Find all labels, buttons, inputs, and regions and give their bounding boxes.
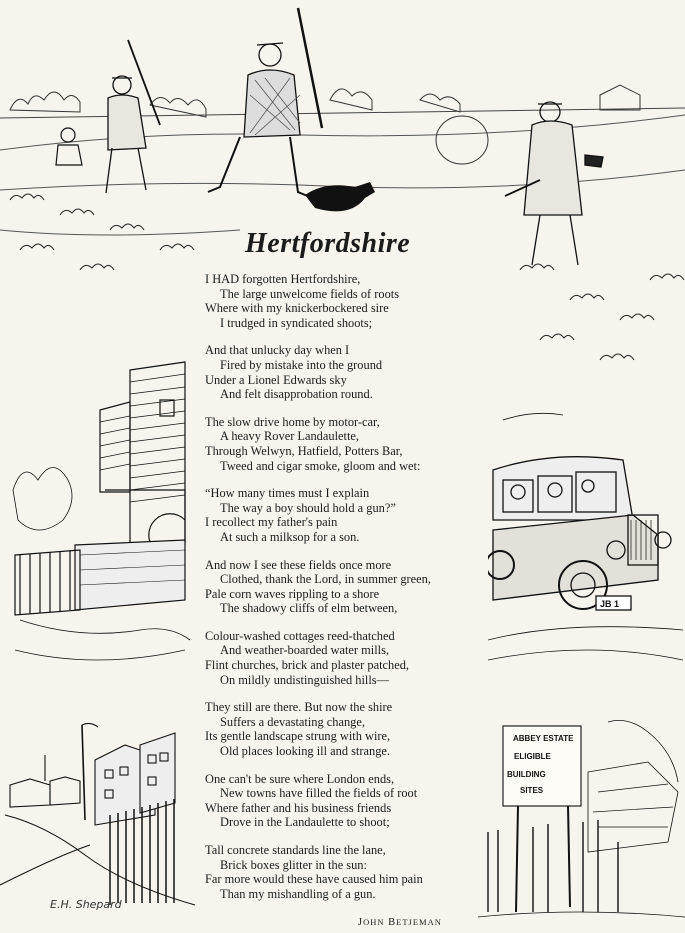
poem-line: Suffers a devastating change,	[220, 714, 365, 729]
poem-line: Under a Lionel Edwards sky	[205, 372, 347, 387]
poem-line: And weather-boarded water mills,	[220, 643, 390, 658]
poem-line: Where with my knickerbockered sire	[205, 301, 389, 316]
poem-line: Tweed and cigar smoke, gloom and wet:	[220, 458, 421, 473]
poem-stanza	[205, 700, 505, 758]
poem-line: I HAD forgotten Hertfordshire,	[205, 272, 361, 286]
poem-line: Flint churches, brick and plaster patched,	[205, 658, 410, 673]
poem-stanza	[205, 558, 505, 616]
poem-line: Drove in the Landaulette to shoot;	[220, 815, 390, 830]
sign-sites-text: SITES	[520, 786, 544, 795]
poem-body	[205, 272, 505, 914]
poem-line: Clothed, thank the Lord, in summer green,	[220, 572, 431, 587]
poem-stanza	[205, 486, 505, 544]
poem-line: Its gentle landscape strung with wire,	[205, 729, 391, 744]
poem-line: And now I see these fields once more	[205, 557, 392, 572]
poem-line: Fired by mistake into the ground	[220, 357, 383, 372]
poem-line: New towns have filled the fields of root	[220, 786, 418, 801]
poem-line: And that unlucky day when I	[205, 343, 350, 358]
poem-line: The shadowy cliffs of elm between,	[220, 601, 398, 616]
poem-line: One can't be sure where London ends,	[205, 771, 395, 786]
illustrator-signature: E.H. Shepard	[50, 898, 122, 911]
poem-author	[358, 917, 442, 928]
poem-stanza	[205, 843, 505, 901]
poem-line: Colour-washed cottages reed-thatched	[205, 628, 395, 643]
poem-stanza	[205, 343, 505, 401]
car-number-plate: JB 1	[600, 599, 620, 609]
poem-line: Brick boxes glitter in the sun:	[220, 857, 367, 872]
poem-stanza	[205, 629, 505, 687]
sign-estate-text: ABBEY ESTATE	[513, 734, 574, 743]
poem-stanza	[205, 772, 505, 830]
landaulette-car-illustration	[488, 410, 683, 680]
sign-eligible-text: ELIGIBLE	[514, 752, 551, 761]
poem-line: Than my mishandling of a gun.	[220, 886, 376, 901]
poem-stanza	[205, 415, 505, 473]
water-mill-illustration	[5, 360, 195, 690]
author-first-rest: OHN	[363, 917, 385, 927]
poem-line: And felt disapprobation round.	[220, 387, 373, 402]
poem-line: At such a milksop for a son.	[220, 529, 360, 544]
poem-line: A heavy Rover Landaulette,	[220, 429, 360, 444]
poem-line: The slow drive home by motor-car,	[205, 414, 380, 429]
sign-building-text: BUILDING	[507, 770, 546, 779]
author-first-initial: J	[358, 917, 364, 928]
poem-line: Pale corn waves rippling to a shore	[205, 586, 380, 601]
poem-title: Hertfordshire	[245, 228, 411, 259]
poem-line: “How many times must I explain	[205, 486, 370, 501]
poem-line: Far more would these have caused him pain	[205, 872, 423, 887]
poem-line: Tall concrete standards line the lane,	[205, 843, 386, 857]
poem-line: I recollect my father's pain	[205, 515, 338, 530]
poem-line: The way a boy should hold a gun?”	[220, 500, 396, 515]
poem-line: Through Welwyn, Hatfield, Potters Bar,	[205, 443, 403, 458]
poem-stanza	[205, 272, 505, 330]
poem-line: They still are there. But now the shire	[205, 700, 393, 715]
building-sites-illustration	[478, 712, 685, 927]
author-last-initial: B	[388, 917, 397, 928]
poem-line: Where father and his business friends	[205, 800, 392, 815]
poem-line: On mildly undistinguished hills—	[220, 672, 390, 687]
poem-line: The large unwelcome fields of roots	[220, 286, 400, 301]
poem-line: Old places looking ill and strange.	[220, 744, 390, 759]
author-last-rest: ETJEMAN	[396, 917, 442, 927]
poem-line: I trudged in syndicated shoots;	[220, 315, 373, 330]
